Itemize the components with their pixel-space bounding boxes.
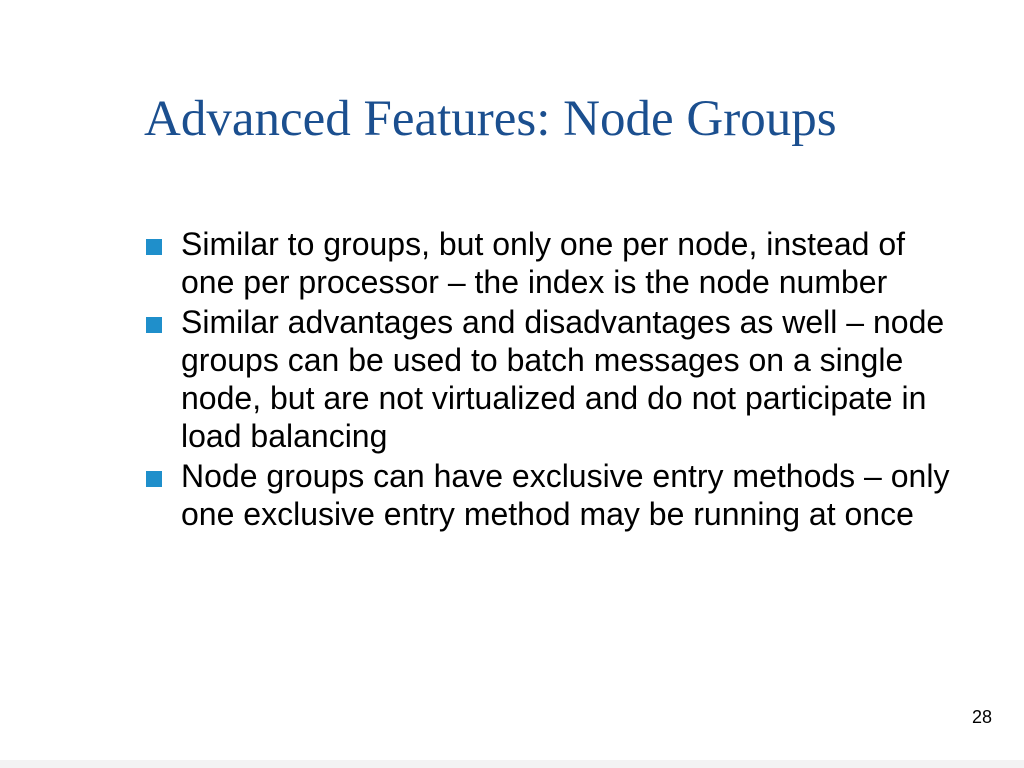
square-bullet-icon [146, 239, 162, 255]
bullet-item [146, 303, 966, 455]
bullet-item [146, 457, 966, 533]
page-number: 28 [971, 707, 992, 727]
bullet-text: Similar to groups, but only one per node, instead of one per processor – the index is the node number [181, 226, 905, 300]
bullet-text: Similar advantages and disadvantages as well – node groups can be used to batch messages on a single node, but are not virtualized and do not participate in load balancing [181, 304, 945, 454]
slide-bottom-strip [0, 760, 1024, 768]
bullet-list [146, 225, 966, 535]
bullet-text: Node groups can have exclusive entry methods – only one exclusive entry method may be running at once [181, 458, 950, 532]
slide-title: Advanced Features: Node Groups [144, 91, 837, 147]
square-bullet-icon [146, 471, 162, 487]
square-bullet-icon [146, 317, 162, 333]
bullet-item [146, 225, 966, 301]
